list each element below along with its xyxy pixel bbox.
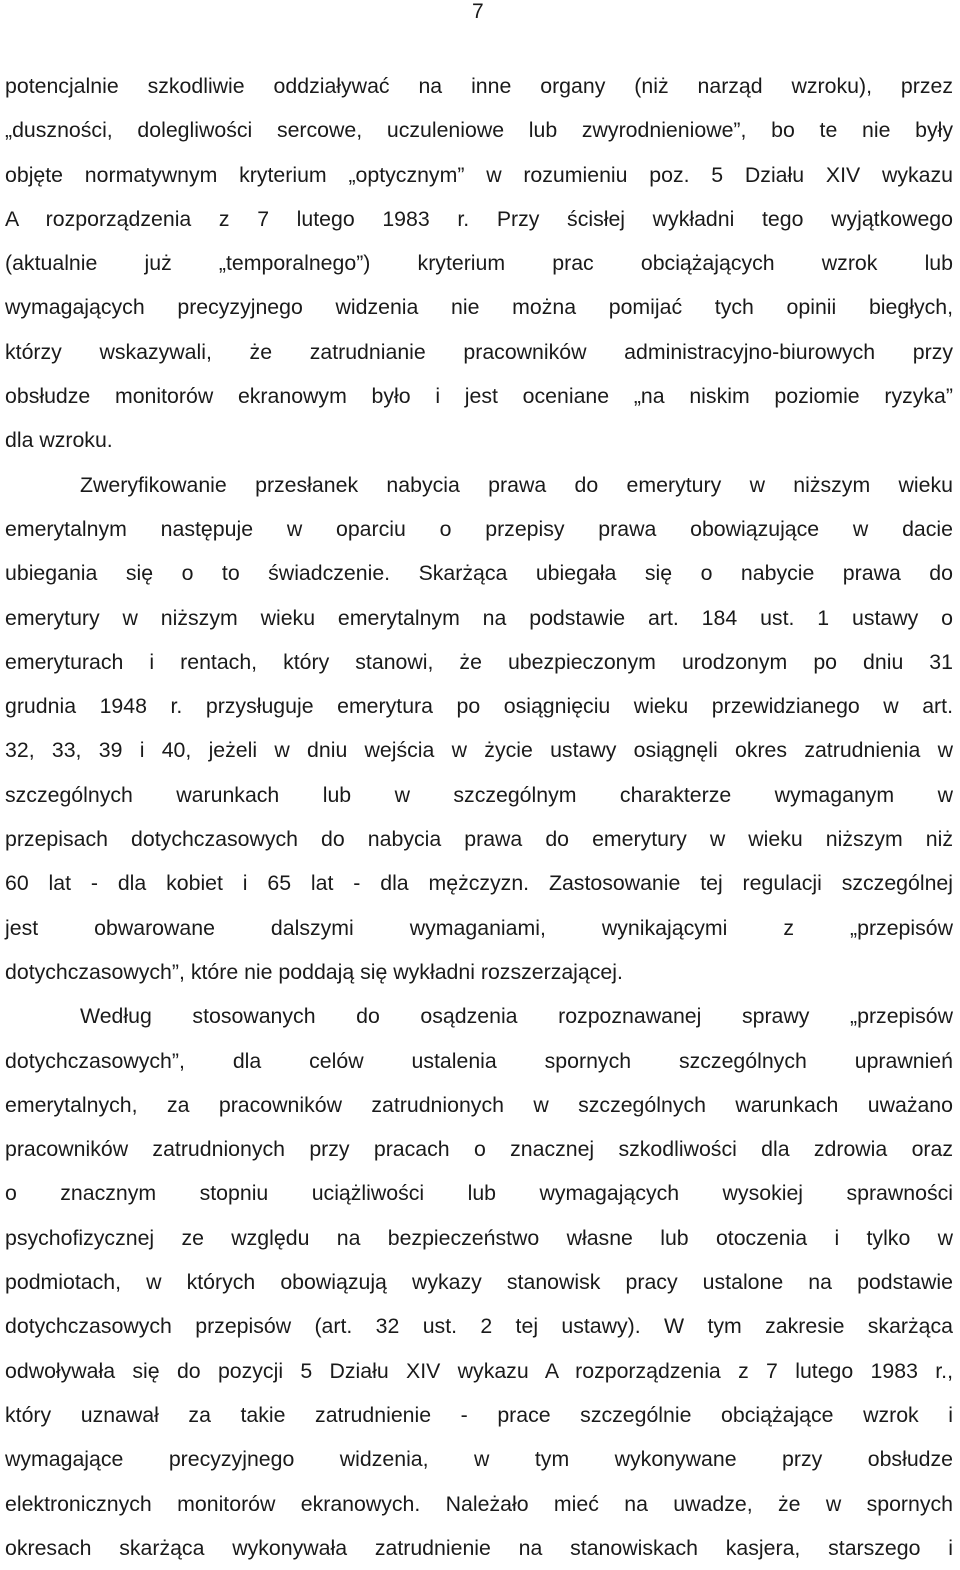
text-line: którzy wskazywali, że zatrudnianie pracowników administracyjno-biurowych przy <box>5 339 953 364</box>
text-line: wymagających precyzyjnego widzenia nie można pomijać tych opinii biegłych, <box>5 295 953 320</box>
text-line: Zweryfikowanie przesłanek nabycia prawa do emerytury w niższym wieku <box>80 472 953 497</box>
text-line: objęte normatywnym kryterium „optycznym” w rozumieniu poz. 5 Działu XIV wykazu <box>5 162 953 187</box>
text-line: dla wzroku. <box>5 428 113 453</box>
text-line: emerytury w niższym wieku emerytalnym na podstawie art. 184 ust. 1 ustawy o <box>5 605 953 630</box>
text-line: okresach skarżąca wykonywała zatrudnienie na stanowiskach kasjera, starszego i <box>5 1535 953 1560</box>
text-line: (aktualnie już „temporalnego”) kryterium prac obciążających wzrok lub <box>5 251 953 276</box>
text-line: dotychczasowych”, dla celów ustalenia spornych szczególnych uprawnień <box>5 1048 953 1073</box>
text-line: grudnia 1948 r. przysługuje emerytura po osiągnięciu wieku przewidzianego w art. <box>5 694 953 719</box>
text-line: szczególnych warunkach lub w szczególnym charakterze wymaganym w <box>5 782 953 807</box>
text-line: odwoływała się do pozycji 5 Działu XIV wykazu A rozporządzenia z 7 lutego 1983 r., <box>5 1358 953 1383</box>
document-body <box>5 64 953 1570</box>
text-line: Według stosowanych do osądzenia rozpoznawanej sprawy „przepisów <box>80 1004 953 1029</box>
text-line: 60 lat - dla kobiet i 65 lat - dla mężczyzn. Zastosowanie tej regulacji szczególnej <box>5 871 953 896</box>
text-line: pracowników zatrudnionych przy pracach o znacznej szkodliwości dla zdrowia oraz <box>5 1137 953 1162</box>
text-line: który uznawał za takie zatrudnienie - prace szczególnie obciążające wzrok i <box>5 1402 953 1427</box>
text-line: „duszności, dolegliwości sercowe, uczuleniowe lub zwyrodnieniowe”, bo te nie były <box>5 118 953 143</box>
text-line: dotychczasowych”, które nie poddają się wykładni rozszerzającej. <box>5 959 623 984</box>
text-line: emerytalnych, za pracowników zatrudnionych w szczególnych warunkach uważano <box>5 1092 953 1117</box>
text-line: obsłudze monitorów ekranowym było i jest oceniane „na niskim poziomie ryzyka” <box>5 384 953 409</box>
text-line: emerytalnym następuje w oparciu o przepisy prawa obowiązujące w dacie <box>5 516 953 541</box>
text-line: elektronicznych monitorów ekranowych. Należało mieć na uwadze, że w spornych <box>5 1491 953 1516</box>
text-line: emeryturach i rentach, który stanowi, że ubezpieczonym urodzonym po dniu 31 <box>5 649 953 674</box>
text-line: 32, 33, 39 i 40, jeżeli w dniu wejścia w życie ustawy osiągnęli okres zatrudnienia w <box>5 738 953 763</box>
text-line: podmiotach, w których obowiązują wykazy stanowisk pracy ustalone na podstawie <box>5 1270 953 1295</box>
text-line: wymagające precyzyjnego widzenia, w tym wykonywane przy obsłudze <box>5 1447 953 1472</box>
text-line: psychofizycznej ze względu na bezpieczeństwo własne lub otoczenia i tylko w <box>5 1225 953 1250</box>
text-line: ubiegania się o to świadczenie. Skarżąca ubiegała się o nabycie prawa do <box>5 561 953 586</box>
text-line: o znacznym stopniu uciążliwości lub wymagających wysokiej sprawności <box>5 1181 953 1206</box>
text-line: jest obwarowane dalszymi wymaganiami, wynikającymi z „przepisów <box>5 915 953 940</box>
text-line: przepisach dotychczasowych do nabycia prawa do emerytury w wieku niższym niż <box>5 827 953 852</box>
text-line: dotychczasowych przepisów (art. 32 ust. 2 tej ustawy). W tym zakresie skarżąca <box>5 1314 953 1339</box>
text-line: potencjalnie szkodliwie oddziaływać na inne organy (niż narząd wzroku), przez <box>5 74 953 98</box>
text-line: A rozporządzenia z 7 lutego 1983 r. Przy ścisłej wykładni tego wyjątkowego <box>5 206 953 231</box>
page-number: 7 <box>472 0 484 23</box>
